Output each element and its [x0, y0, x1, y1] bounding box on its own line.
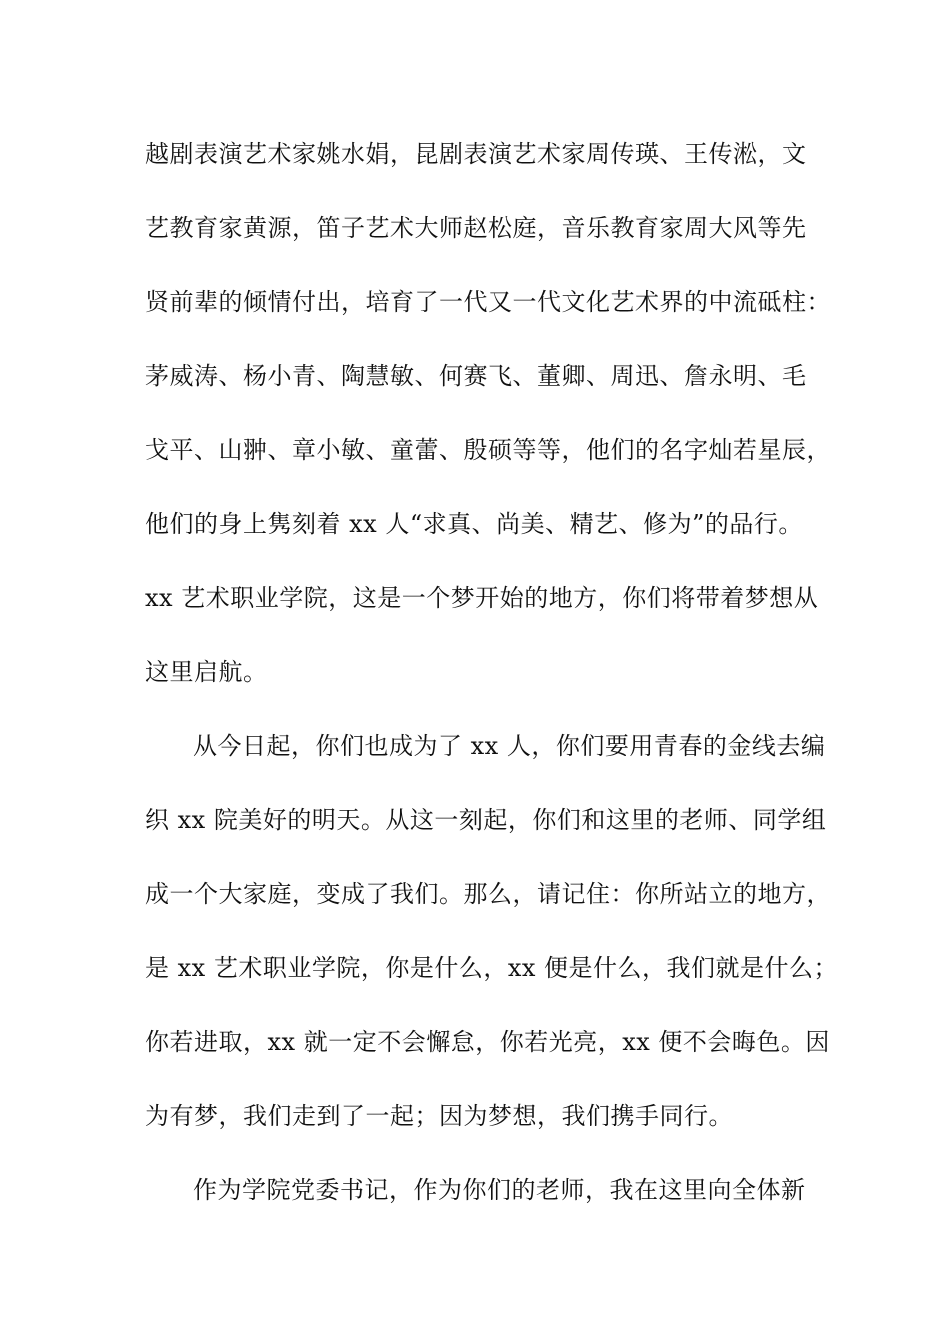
text-line: 是 xx 艺术职业学院，你是什么，xx 便是什么，我们就是什么； [145, 954, 839, 982]
document-body [145, 130, 839, 1240]
text-line: 茅威涛、杨小青、陶慧敏、何赛飞、董卿、周迅、詹永明、毛 [145, 362, 807, 390]
text-line: xx 艺术职业学院，这是一个梦开始的地方，你们将带着梦想从 [145, 584, 819, 612]
text-line: 贤前辈的倾情付出，培育了一代又一代文化艺术界的中流砥柱： [145, 288, 831, 316]
paragraph-start-line: 从今日起，你们也成为了 xx 人，你们要用青春的金线去编 [193, 732, 826, 760]
text-line: 你若进取，xx 就一定不会懈怠，你若光亮，xx 便不会晦色。因 [145, 1028, 830, 1056]
text-line: 他们的身上隽刻着 xx 人“求真、尚美、精艺、修为”的品行。 [145, 510, 803, 538]
text-line: 为有梦，我们走到了一起；因为梦想，我们携手同行。 [145, 1102, 733, 1130]
text-line: 织 xx 院美好的明天。从这一刻起，你们和这里的老师、同学组 [145, 806, 827, 834]
text-line: 越剧表演艺术家姚水娟，昆剧表演艺术家周传瑛、王传淞，文 [145, 140, 807, 168]
text-line: 成一个大家庭，变成了我们。那么，请记住：你所站立的地方， [145, 880, 831, 908]
text-line: 戈平、山翀、章小敏、童蕾、殷硕等等，他们的名字灿若星辰， [145, 436, 831, 464]
text-line: 这里启航。 [145, 658, 268, 686]
paragraph-start-line: 作为学院党委书记，作为你们的老师，我在这里向全体新 [193, 1176, 806, 1204]
text-line: 艺教育家黄源，笛子艺术大师赵松庭，音乐教育家周大风等先 [145, 214, 807, 242]
